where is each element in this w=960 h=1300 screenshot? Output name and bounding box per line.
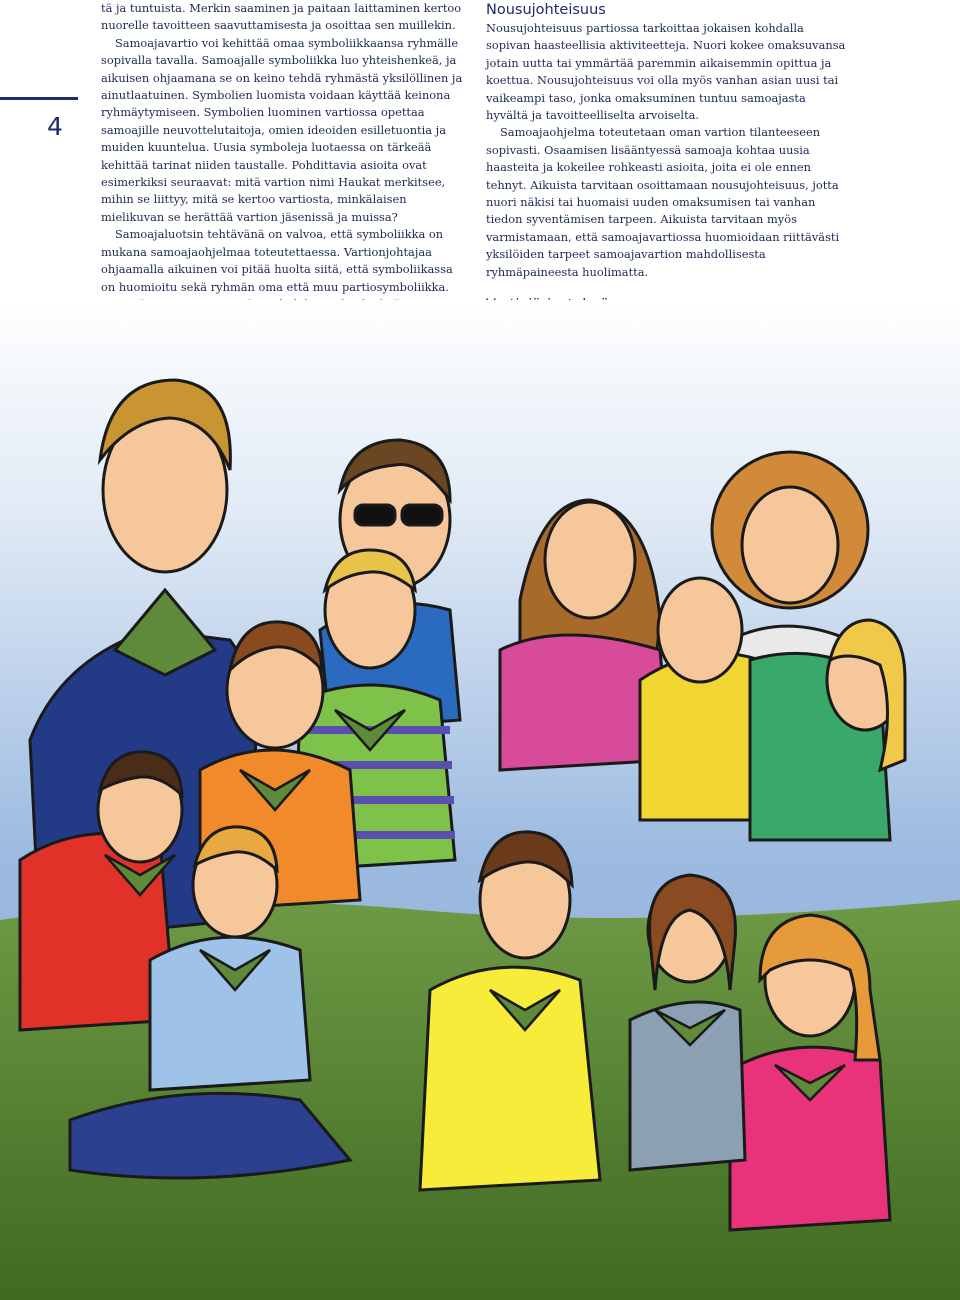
right-paragraph-1: Nousujohteisuus partiossa tarkoittaa jokaisen kohdalla sopivan haasteellisia aktiviteetteja. Nuori kokee omaksuvansa jotain uutta tai ymmärtää paremmin aikaisemmin opittua ja koettua. Nousujohteisuus voi olla myös vanhan asian uusi tai vaikeampi taso, jonka omaksuminen tuntuu samoajasta hyvältä ja tavoitteelliselta arvoiselta.	[486, 21, 846, 123]
page-number-rule	[0, 97, 78, 100]
left-paragraph-2: Samoajavartio voi kehittää omaa symboliikkaansa ryhmälle sopivalla tavalla. Samoajalle symboliikka luo yhteishenkeä, ja aikuisen ohjaamana se on keino tehdä ryhmästä yksilöllinen ja ainutlaatuinen. Symbolien luomista voidaan käyttää keinona ryhmäytymiseen. Symbolien luominen vartiossa opettaa samoajille neuvottelutaitoja, omien ideoiden esilletuontia ja muiden kuuntelua. Uusia symboleja luotaessa on tärkeää kehittää tarinat niiden taustalle. Pohdittavia asioita ovat esimerkiksi seuraavat: mitä vartion nimi Haukat merkitsee, mihin se liittyy, mitä se kertoo vartiosta, minkälaisen mielikuvan se herättää vartion jäsenissä ja muissa?	[101, 35, 463, 224]
right-paragraph-2: Samoajaohjelma toteutetaan oman vartion tilanteeseen sopivasti. Osaamisen lisääntyessä samoaja kohtaa uusia haasteita ja kokeilee rohkeasti asioita, joita ei ole ennen tehnyt. Aikuista tarvitaan osoittamaan nousujohteisuus, jotta nuori näkisi tai huomaisi uuden omaksumisen tai vanhan tiedon syventämisen tarpeen. Aikuista tarvitaan myös varmistamaan, että samoajavartiossa huomioidaan riittävästi yksilöiden tarpeet samoajavartion mahdollisesta ryhmäpaineesta huolimatta.	[486, 125, 840, 279]
left-paragraph-1: tä ja tuntuista. Merkin saaminen ja paitaan laittaminen kertoo nuorelle tavoitteen saavuttamisesta ja osoittaa sen muillekin.	[101, 1, 462, 33]
left-paragraph-3: Samoajaluotsin tehtävänä on valvoa, että symboliikka on mukana samoajaohjelmaa toteutettaessa. Vartionjohtajaa ohjaamalla aikuinen voi pitää huolta siitä, että symboliikassa on huomioitu sekä ryhmän oma että muu partiosymboliikka.	[101, 227, 453, 294]
section-heading-nousujohteisuus: Nousujohteisuus	[486, 2, 606, 18]
page-number: 4	[47, 112, 63, 141]
scout-group-illustration	[0, 300, 960, 1300]
left-column	[101, 0, 464, 331]
